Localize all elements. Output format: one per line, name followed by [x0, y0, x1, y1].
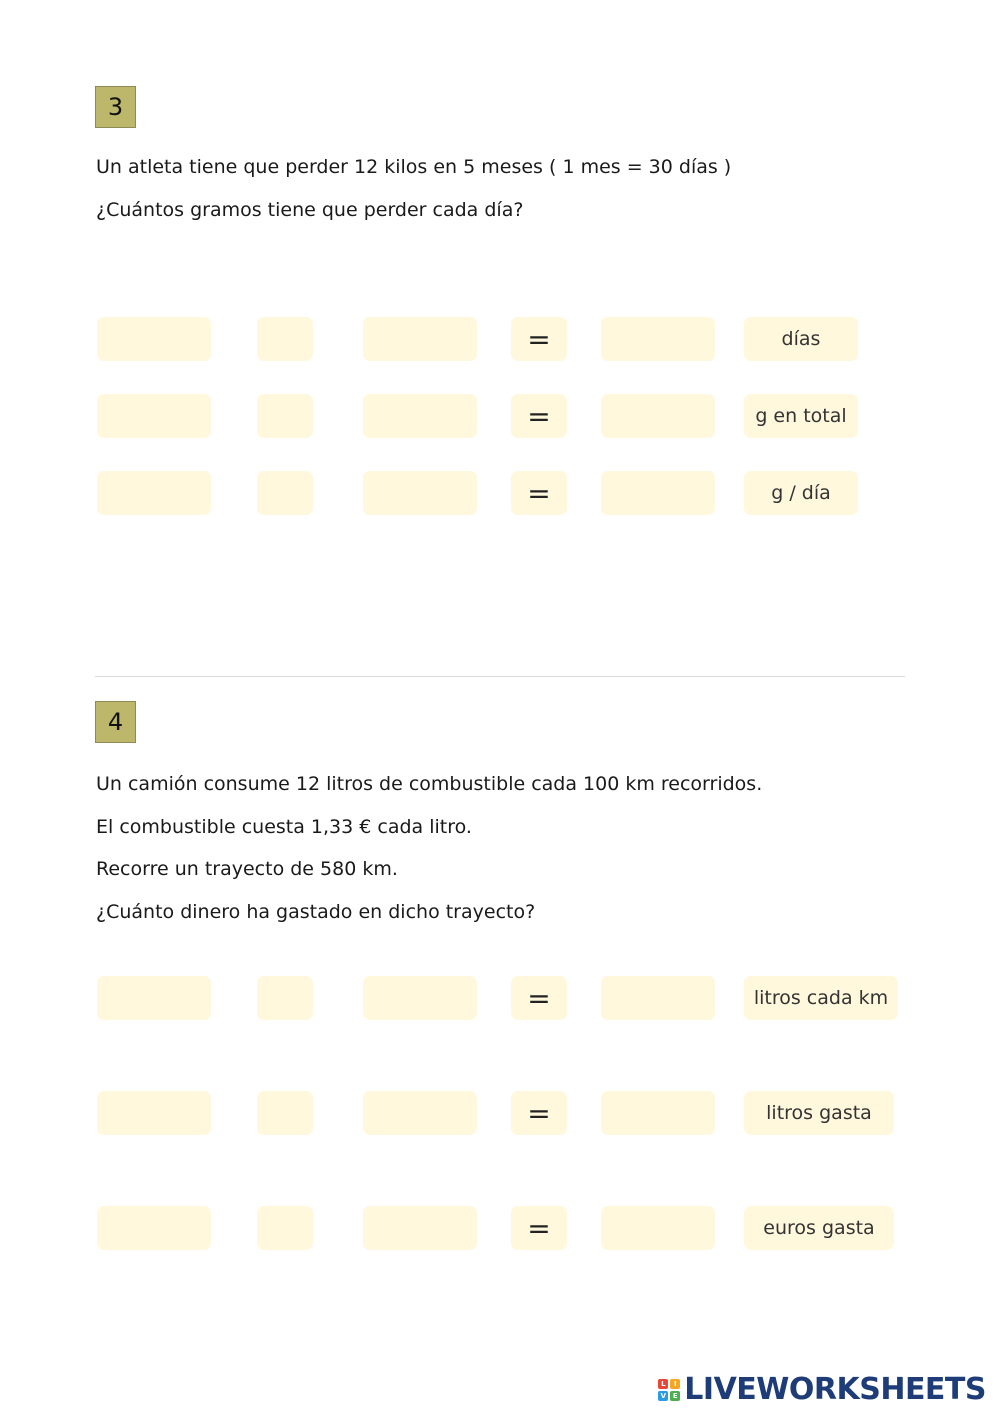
- liveworksheets-wordmark: LIVEWORKSHEETS: [684, 1372, 986, 1407]
- ex4-row1-operand-1-input[interactable]: [97, 976, 211, 1020]
- liveworksheets-logo-icon: [658, 1379, 680, 1401]
- ex4-row3-operand-2-input[interactable]: [363, 1206, 477, 1250]
- ex3-row2-operand-1-input[interactable]: [97, 394, 211, 438]
- ex3-row1-operand-1-input[interactable]: [97, 317, 211, 361]
- ex3-row2-equals-sign: =: [511, 394, 567, 438]
- ex3-row2-operator-input[interactable]: [257, 394, 313, 438]
- exercise-4-question: ¿Cuánto dinero ha gastado en dicho trayecto?: [96, 901, 536, 923]
- liveworksheets-brand: [658, 1374, 986, 1406]
- logo-letter-i: I: [670, 1379, 680, 1389]
- exercise-4-number-badge: [95, 701, 136, 743]
- ex4-row2-result-input[interactable]: [601, 1091, 715, 1135]
- logo-letter-e: E: [670, 1391, 680, 1401]
- ex3-row3-equals-sign: =: [511, 471, 567, 515]
- ex4-row3-unit-label: euros gasta: [744, 1206, 894, 1250]
- logo-letter-l: L: [658, 1379, 668, 1389]
- ex4-row2-operand-1-input[interactable]: [97, 1091, 211, 1135]
- ex3-row1-operand-2-input[interactable]: [363, 317, 477, 361]
- ex3-row3-result-input[interactable]: [601, 471, 715, 515]
- ex3-row3-operand-2-input[interactable]: [363, 471, 477, 515]
- logo-letter-v: V: [658, 1391, 668, 1401]
- ex4-row1-equals-sign: =: [511, 976, 567, 1020]
- ex4-row3-operator-input[interactable]: [257, 1206, 313, 1250]
- ex3-row3-unit-label: g / día: [744, 471, 858, 515]
- ex3-row1-equals-sign: =: [511, 317, 567, 361]
- ex4-row1-operand-2-input[interactable]: [363, 976, 477, 1020]
- ex3-row2-operand-2-input[interactable]: [363, 394, 477, 438]
- ex4-row2-unit-label: litros gasta: [744, 1091, 894, 1135]
- ex4-row2-operator-input[interactable]: [257, 1091, 313, 1135]
- ex4-row3-operand-1-input[interactable]: [97, 1206, 211, 1250]
- ex4-row3-equals-sign: =: [511, 1206, 567, 1250]
- ex3-row3-operator-input[interactable]: [257, 471, 313, 515]
- ex4-row1-operator-input[interactable]: [257, 976, 313, 1020]
- ex3-row1-operator-input[interactable]: [257, 317, 313, 361]
- ex4-row1-unit-label: litros cada km: [744, 976, 898, 1020]
- ex4-row1-result-input[interactable]: [601, 976, 715, 1020]
- ex3-row1-unit-label: días: [744, 317, 858, 361]
- exercise-4-statement-1: Un camión consume 12 litros de combustible cada 100 km recorridos.: [96, 773, 763, 795]
- ex3-row1-result-input[interactable]: [601, 317, 715, 361]
- ex3-row3-operand-1-input[interactable]: [97, 471, 211, 515]
- ex3-row2-result-input[interactable]: [601, 394, 715, 438]
- exercise-4-statement-3: Recorre un trayecto de 580 km.: [96, 858, 398, 880]
- ex4-row2-operand-2-input[interactable]: [363, 1091, 477, 1135]
- ex4-row3-result-input[interactable]: [601, 1206, 715, 1250]
- exercise-3-number-badge: [95, 86, 136, 128]
- ex4-row2-equals-sign: =: [511, 1091, 567, 1135]
- exercise-3-number: 3: [107, 93, 124, 121]
- exercise-3-question: ¿Cuántos gramos tiene que perder cada día?: [96, 199, 524, 221]
- exercise-4-statement-2: El combustible cuesta 1,33 € cada litro.: [96, 816, 472, 838]
- exercise-3-statement: Un atleta tiene que perder 12 kilos en 5 meses ( 1 mes = 30 días ): [96, 156, 732, 178]
- ex3-row2-unit-label: g en total: [744, 394, 858, 438]
- exercise-4-number: 4: [107, 708, 124, 736]
- section-divider: [95, 676, 905, 677]
